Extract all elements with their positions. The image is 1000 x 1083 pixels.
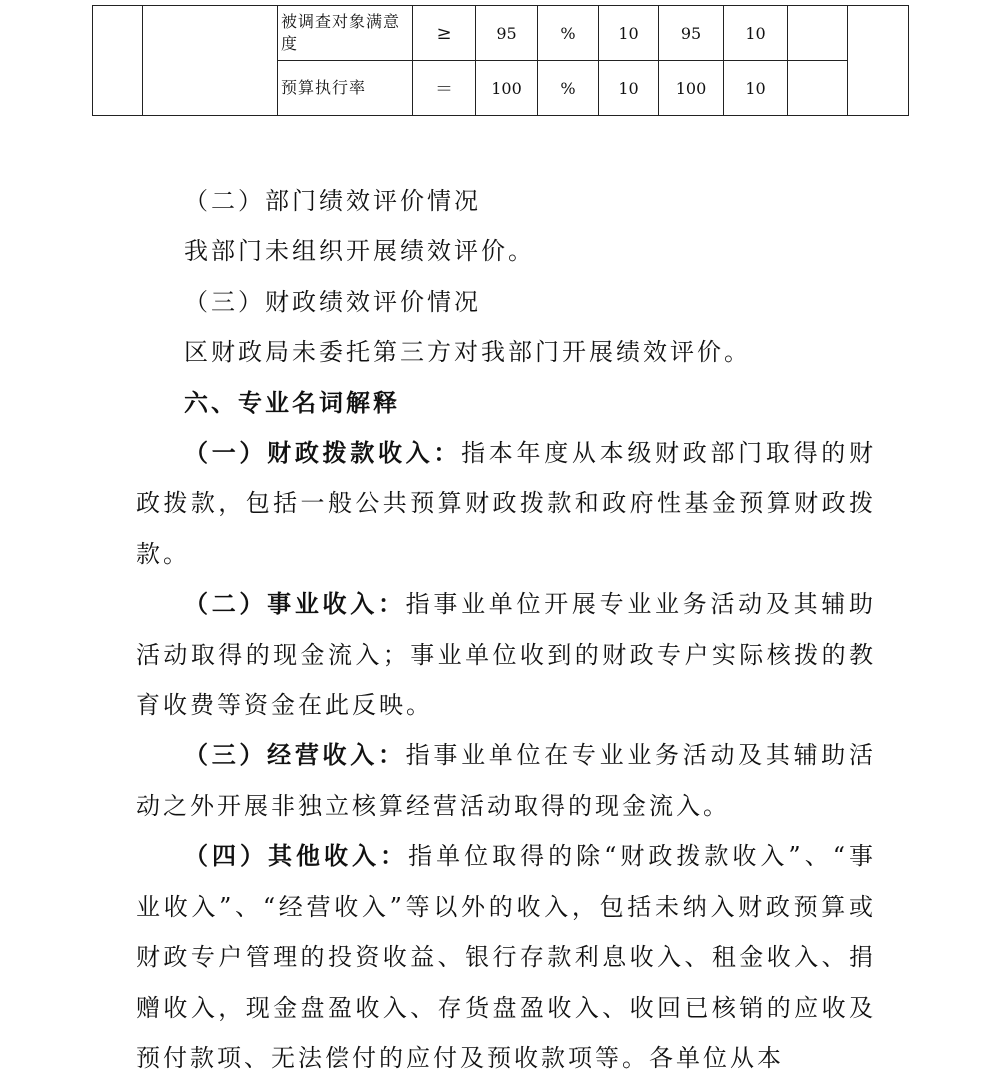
indicator-name-cell: 被调查对象满意度: [278, 6, 413, 61]
glossary-term: （三）经营收入：: [184, 740, 406, 770]
glossary-item: [136, 730, 876, 831]
target-value-cell: 100: [476, 61, 538, 116]
unit-cell: %: [538, 61, 599, 116]
glossary-definition: 指事业单位在专业业务活动及其辅助活动之外开展非独立核算经营活动取得的现金流入。: [136, 741, 877, 820]
operator-cell: ＝: [413, 61, 476, 116]
score-cell: 10: [724, 61, 788, 116]
glossary-item: [136, 428, 876, 579]
paragraph: 区财政局未委托第三方对我部门开展绩效评价。: [184, 338, 751, 367]
glossary-item: [136, 831, 876, 1083]
indicator-name-cell: 预算执行率: [278, 61, 413, 116]
glossary-definition: 指本年度从本级财政部门取得的财政拨款，包括一般公共预算财政拨款和政府性基金预算财政拨款。: [136, 439, 877, 568]
chapter-heading: 六、专业名词解释: [184, 387, 400, 417]
score-cell: 10: [724, 6, 788, 61]
empty-cell: [143, 6, 278, 116]
glossary-term: （二）事业收入：: [184, 589, 406, 619]
weight-cell: 10: [599, 61, 659, 116]
glossary-definition: 指事业单位开展专业业务活动及其辅助活动取得的现金流入；事业单位收到的财政专户实际核拨的教育收费等资金在此反映。: [136, 590, 877, 720]
empty-cell: [788, 61, 848, 116]
empty-cell: [848, 6, 909, 116]
actual-value-cell: 100: [659, 61, 724, 116]
actual-value-cell: 95: [659, 6, 724, 61]
section-heading: （三）财政绩效评价情况: [184, 287, 481, 316]
operator-cell: ≥: [413, 6, 476, 61]
empty-cell: [788, 6, 848, 61]
paragraph: 我部门未组织开展绩效评价。: [184, 237, 535, 266]
empty-cell: [93, 6, 143, 116]
performance-indicator-table: [92, 5, 909, 116]
unit-cell: %: [538, 6, 599, 61]
weight-cell: 10: [599, 6, 659, 61]
glossary-term: （四）其他收入：: [184, 841, 409, 871]
table-row: [93, 6, 909, 61]
target-value-cell: 95: [476, 6, 538, 61]
section-heading: （二）部门绩效评价情况: [184, 187, 481, 215]
document-body: [136, 176, 876, 1083]
glossary-item: [136, 579, 876, 730]
glossary-term: （一）财政拨款收入：: [184, 438, 462, 468]
glossary-definition: 指单位取得的除“财政拨款收入”、“事业收入”、“经营收入”等以外的收入，包括未纳入财政预算或财政专户管理的投资收益、银行存款利息收入、租金收入、捐赠收入，现金盘盈收入、存货盘盈收入、收回已核销的应收及预付款项、无法偿付的应付及预收款项等。各单位从本: [136, 842, 876, 1072]
